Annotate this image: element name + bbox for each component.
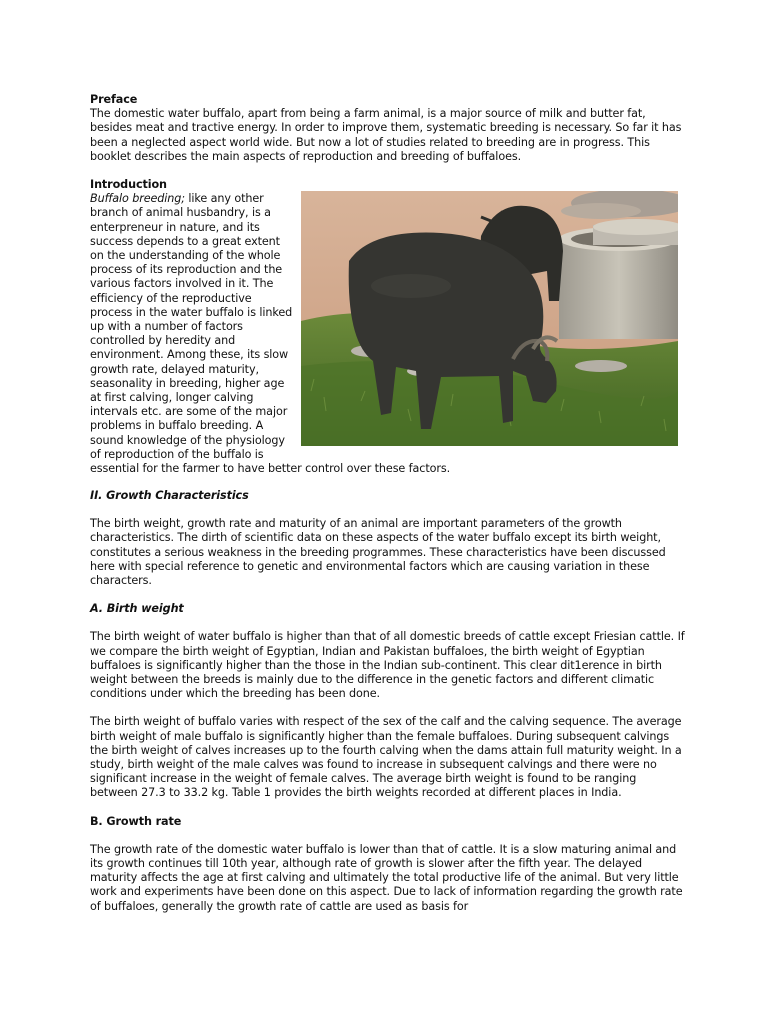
- growth-characteristics-body: The birth weight, growth rate and maturity of an animal are important parameters of the growth characteristics. The dirth of scientific data on these aspects of the water buffalo except its birth weight, constitutes a serious weakness in the breeding programmes. These characteristics have been discussed here with special reference to genetic and environmental factors which are causing variation in these characters.: [90, 517, 666, 588]
- introduction-body-text: like any other branch of animal husbandry, is a enterpreneur in nature, and its success depends to a great extent on the understanding of the whole process of its reproduction and the various factors involved in it. The efficiency of the reproductive process in the water buffalo is linked up with a number of factors controlled by heredity and environment. Among these, its slow growth rate, delayed maturity, seasonality in breeding, higher age at first calving, longer calving intervals etc. are some of the major problems in buffalo breeding. A sound knowledge of the physiology of reproduction of the buffalo is: [90, 192, 293, 461]
- introduction-lead: Buffalo breeding;: [90, 192, 185, 206]
- growth-rate-body: The growth rate of the domestic water buffalo is lower than that of cattle. It is a slow maturing animal and its growth continues till 10th year, although rate of growth is slower after the fifth year. The delayed maturity affects the age at first calving and ultimately the total productive life of the animal. But very little work and experiments have been done on this aspect. Due to lack of information regarding the growth rate of buffaloes, generally the growth rate of cattle are used as basis for: [90, 842, 683, 913]
- preface-section: [90, 93, 685, 164]
- birth-weight-paragraph-2: The birth weight of buffalo varies with respect of the sex of the calf and the calving sequence. The average birth weight of male buffalo is significantly higher than the female buffaloes. During subsequent calvings the birth weight of calves increases up to the fourth calving when the dams attain full maturity weight. In a study, birth weight of the male calves was found to increase in subsequent calvings and there were no significant increase in the weight of female calves. The average birth weight is found to be ranging between 27.3 to 33.2 kg. Table 1 provides the birth weights recorded at different places in India.: [90, 715, 682, 800]
- birth-weight-paragraph-1: The birth weight of water buffalo is higher than that of all domestic breeds of cattle except Friesian cattle. If we compare the birth weight of Egyptian, Indian and Pakistan buffaloes, the birth weight of Egyptian buffaloes is significantly higher than the those in the Indian sub-continent. This clear dit1erence in birth weight between the breeds is mainly due to the difference in the genetic factors and different climatic conditions under which the breeding has been done.: [90, 630, 685, 701]
- buffalo-photo: [301, 191, 678, 446]
- introduction-body-tail: essential for the farmer to have better control over these factors.: [90, 462, 451, 476]
- introduction-heading: Introduction: [90, 178, 167, 191]
- introduction-body: [90, 192, 295, 462]
- growth-rate-heading: B. Growth rate: [90, 814, 182, 828]
- growth-characteristics-section: [90, 489, 685, 914]
- preface-body: The domestic water buffalo, apart from being a farm animal, is a major source of milk and butter fat, besides meat and tractive energy. In order to improve them, systematic breeding is necessary. So far it has been a neglected aspect world wide. But now a lot of studies related to breeding are in progress. This booklet describes the main aspects of reproduction and breeding of buffaloes.: [90, 107, 682, 163]
- preface-heading: Preface: [90, 93, 138, 106]
- growth-characteristics-heading: II. Growth Characteristics: [90, 489, 249, 502]
- birth-weight-heading: A. Birth weight: [90, 602, 184, 616]
